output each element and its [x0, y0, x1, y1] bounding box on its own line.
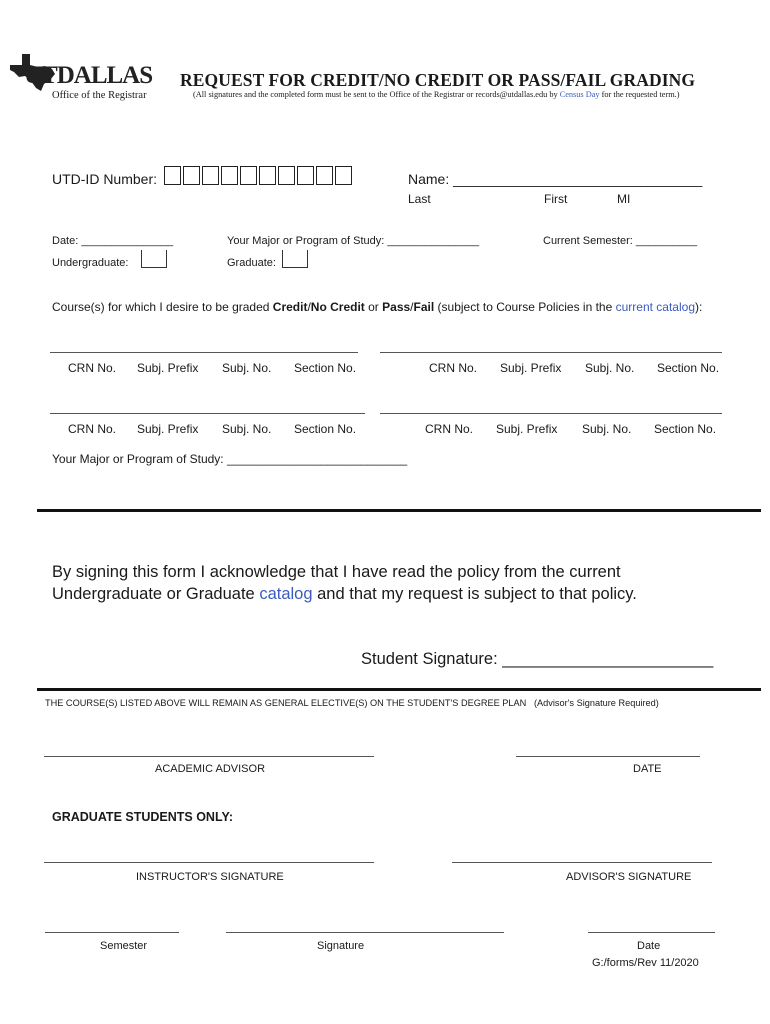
name-last-caption: Last: [408, 192, 431, 206]
graduate-date-line[interactable]: [588, 932, 715, 933]
section-divider-2: [37, 688, 761, 691]
graduate-signature-label: Signature: [317, 940, 365, 952]
course-1-section-no: Section No.: [294, 361, 357, 375]
utd-id-boxes[interactable]: [164, 166, 354, 185]
major-field[interactable]: Your Major or Program of Study: _______________: [227, 235, 480, 247]
ack-line-1: By signing this form I acknowledge that I have read the policy from the current: [52, 563, 621, 581]
current-semester-field[interactable]: Current Semester: __________: [543, 235, 698, 247]
course-3-line[interactable]: [50, 413, 365, 414]
course-2-section-no: Section No.: [657, 361, 720, 375]
id-digit-box[interactable]: [259, 166, 276, 185]
form-subtitle: (All signatures and the completed form must be sent to the Office of the Registrar or records@utdallas.edu by Census Day for the requested term.): [193, 90, 680, 99]
undergraduate-label: Undergraduate:: [52, 257, 129, 269]
advisor-date-label: DATE: [633, 763, 662, 775]
advisor-signature-label: ADVISOR'S SIGNATURE: [566, 871, 692, 883]
course-1-crn: CRN No.: [68, 361, 117, 375]
courses-intro: Course(s) for which I desire to be graded Credit/No Credit or Pass/Fail (subject to Course Policies in the current catalog):: [52, 300, 703, 314]
id-digit-box[interactable]: [221, 166, 238, 185]
name-field[interactable]: Name: ________________________________: [408, 171, 703, 187]
current-catalog-link[interactable]: current catalog: [615, 300, 695, 314]
course-4-subj-prefix: Subj. Prefix: [496, 422, 558, 436]
catalog-link[interactable]: catalog: [259, 585, 313, 603]
date-field[interactable]: Date: _______________: [52, 235, 174, 247]
id-digit-box[interactable]: [183, 166, 200, 185]
semester-label: Semester: [100, 940, 148, 952]
graduate-label: Graduate:: [227, 257, 276, 269]
id-digit-box[interactable]: [278, 166, 295, 185]
form-title: REQUEST FOR CREDIT/NO CREDIT OR PASS/FAIL GRADING: [180, 70, 696, 90]
academic-advisor-label: ACADEMIC ADVISOR: [155, 763, 266, 775]
course-3-subj-prefix: Subj. Prefix: [137, 422, 199, 436]
major-program-field[interactable]: Your Major or Program of Study: ___________________________: [52, 452, 408, 466]
course-3-section-no: Section No.: [294, 422, 357, 436]
course-2-line[interactable]: [380, 352, 722, 353]
logo-wordmark: UTDALLAS: [24, 62, 153, 89]
section-divider-1: [37, 509, 761, 512]
form-revision: G:/forms/Rev 11/2020: [592, 957, 699, 969]
course-1-subj-prefix: Subj. Prefix: [137, 361, 199, 375]
id-digit-box[interactable]: [316, 166, 333, 185]
course-1-line[interactable]: [50, 352, 358, 353]
semester-line[interactable]: [45, 932, 179, 933]
course-2-subj-prefix: Subj. Prefix: [500, 361, 562, 375]
census-day-link[interactable]: Census Day: [559, 90, 600, 99]
utd-id-label: UTD-ID Number:: [52, 171, 158, 187]
id-digit-box[interactable]: [297, 166, 314, 185]
graduate-checkbox[interactable]: [282, 250, 308, 268]
general-elective-notice: THE COURSE(S) LISTED ABOVE WILL REMAIN AS GENERAL ELECTIVE(S) ON THE STUDENT'S DEGREE PLAN (Advisor's Signature Required): [45, 698, 659, 708]
course-3-subj-no: Subj. No.: [222, 422, 272, 436]
graduate-heading: GRADUATE STUDENTS ONLY:: [52, 810, 234, 824]
course-2-subj-no: Subj. No.: [585, 361, 635, 375]
course-4-crn: CRN No.: [425, 422, 474, 436]
id-digit-box[interactable]: [164, 166, 181, 185]
id-digit-box[interactable]: [202, 166, 219, 185]
course-4-subj-no: Subj. No.: [582, 422, 632, 436]
ack-line-2: Undergraduate or Graduate catalog and that my request is subject to that policy.: [52, 585, 637, 603]
office-name: Office of the Registrar: [52, 90, 147, 101]
instructor-signature-line[interactable]: [44, 862, 374, 863]
course-3-crn: CRN No.: [68, 422, 117, 436]
course-4-line[interactable]: [380, 413, 722, 414]
advisor-signature-line[interactable]: [452, 862, 712, 863]
student-signature-field[interactable]: Student Signature: _______________________: [361, 650, 714, 668]
id-digit-box[interactable]: [240, 166, 257, 185]
instructor-signature-label: INSTRUCTOR'S SIGNATURE: [136, 871, 284, 883]
course-2-crn: CRN No.: [429, 361, 478, 375]
advisor-date-line[interactable]: [516, 756, 700, 757]
name-first-caption: First: [544, 192, 568, 206]
course-4-section-no: Section No.: [654, 422, 717, 436]
id-digit-box[interactable]: [335, 166, 352, 185]
name-mi-caption: MI: [617, 192, 631, 206]
academic-advisor-line[interactable]: [44, 756, 374, 757]
graduate-signature-line[interactable]: [226, 932, 504, 933]
utd-logo: [8, 52, 158, 92]
undergraduate-checkbox[interactable]: [141, 250, 167, 268]
graduate-date-label: Date: [637, 940, 661, 952]
course-1-subj-no: Subj. No.: [222, 361, 272, 375]
